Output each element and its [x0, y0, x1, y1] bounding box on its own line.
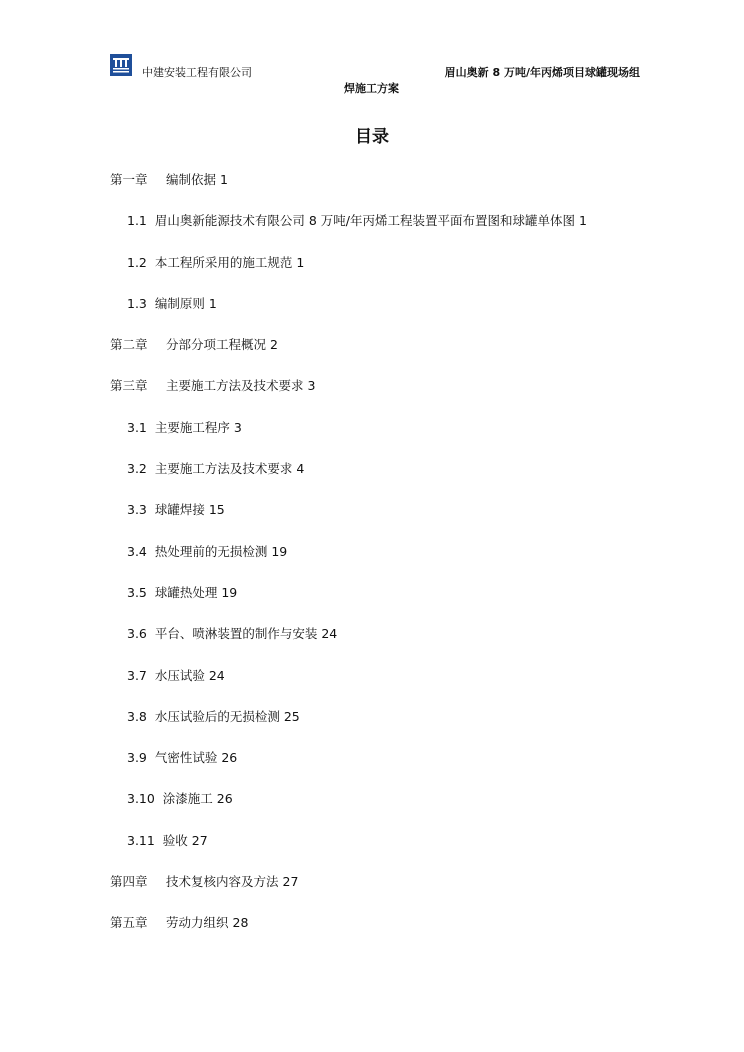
toc-entry-title: 气密性试验 — [154, 750, 218, 766]
company-name: 中建安装工程有限公司 — [142, 66, 252, 79]
toc-title: 目录 — [355, 127, 389, 147]
page-header — [110, 54, 650, 100]
toc-entry[interactable] — [110, 337, 710, 378]
toc-entry-page: 26 — [216, 791, 233, 807]
toc-entry-number: 1.3 — [127, 295, 147, 311]
toc-entry-title: 编制原则 — [154, 295, 205, 311]
project-title-line2: 焊施工方案 — [344, 82, 399, 95]
toc-entry[interactable] — [110, 213, 710, 254]
toc-entry-number: 3.11 — [127, 832, 155, 848]
toc-entry[interactable] — [110, 420, 710, 461]
toc-entry-page: 27 — [191, 832, 208, 848]
toc-entry-number: 3.8 — [127, 708, 147, 724]
toc-entry-number: 第五章 — [110, 915, 148, 931]
toc-entry-number: 3.6 — [127, 626, 147, 642]
toc-entry-page: 3 — [233, 419, 242, 435]
toc-entry-title: 本工程所采用的施工规范 — [154, 254, 293, 270]
toc-entry-title: 热处理前的无损检测 — [154, 543, 268, 559]
toc-entry-title: 平台、喷淋装置的制作与安装 — [154, 626, 318, 642]
toc-entry-title: 眉山奥新能源技术有限公司 8 万吨/年丙烯工程装置平面布置图和球罐单体图 — [154, 213, 575, 229]
toc-list — [110, 172, 710, 957]
toc-entry-page: 3 — [307, 378, 316, 394]
toc-entry-title: 主要施工程序 — [154, 419, 230, 435]
toc-entry[interactable] — [110, 874, 710, 915]
toc-entry-number: 第三章 — [110, 378, 148, 394]
toc-entry[interactable] — [110, 502, 710, 543]
project-title-line1: 眉山奥新 8 万吨/年丙烯项目球罐现场组 — [444, 66, 640, 79]
toc-entry[interactable] — [110, 585, 710, 626]
toc-entry-title: 球罐焊接 — [154, 502, 205, 518]
toc-entry-page: 19 — [221, 584, 238, 600]
toc-entry-title: 分部分项工程概况 — [166, 337, 267, 353]
toc-entry-title: 技术复核内容及方法 — [166, 874, 279, 890]
toc-entry[interactable] — [110, 255, 710, 296]
toc-entry-title: 水压试验 — [154, 667, 205, 683]
toc-entry-page: 26 — [221, 750, 238, 766]
toc-entry-page: 2 — [270, 337, 278, 353]
toc-entry-page: 24 — [208, 667, 225, 683]
toc-entry[interactable] — [110, 172, 710, 213]
toc-entry-page: 25 — [283, 708, 300, 724]
toc-entry[interactable] — [110, 791, 710, 832]
toc-entry-number: 3.9 — [127, 750, 147, 766]
toc-entry-page: 1 — [208, 295, 217, 311]
toc-entry-number: 1.1 — [127, 213, 147, 229]
toc-entry-page: 4 — [296, 461, 305, 477]
toc-entry-title: 编制依据 — [166, 172, 217, 187]
toc-entry-title: 球罐热处理 — [154, 584, 218, 600]
toc-entry-title: 涂漆施工 — [162, 791, 213, 807]
toc-entry-page: 27 — [282, 874, 299, 890]
toc-entry[interactable] — [110, 750, 710, 791]
toc-entry-page: 1 — [220, 172, 228, 187]
toc-entry-number: 3.4 — [127, 543, 147, 559]
toc-entry-number: 第一章 — [110, 172, 148, 187]
toc-entry-page: 24 — [321, 626, 338, 642]
toc-entry[interactable] — [110, 626, 710, 667]
toc-entry-number: 第四章 — [110, 874, 148, 890]
toc-entry-number: 3.3 — [127, 502, 147, 518]
toc-entry[interactable] — [110, 378, 710, 419]
toc-entry-page: 1 — [578, 213, 587, 229]
toc-entry-title: 劳动力组织 — [166, 915, 229, 931]
toc-entry[interactable] — [110, 915, 710, 956]
toc-entry-title: 水压试验后的无损检测 — [154, 708, 280, 724]
toc-entry-title: 验收 — [162, 832, 188, 848]
toc-entry-number: 3.2 — [127, 461, 147, 477]
toc-entry-number: 3.7 — [127, 667, 147, 683]
toc-entry-title: 主要施工方法及技术要求 — [154, 461, 293, 477]
toc-entry-title: 主要施工方法及技术要求 — [166, 378, 304, 394]
company-logo-icon — [110, 54, 132, 76]
toc-entry-number: 3.5 — [127, 584, 147, 600]
toc-entry-number: 3.10 — [127, 791, 155, 807]
toc-entry-page: 15 — [208, 502, 225, 518]
toc-entry[interactable] — [110, 833, 710, 874]
toc-entry-page: 19 — [271, 543, 288, 559]
toc-entry[interactable] — [110, 668, 710, 709]
toc-entry-page: 28 — [232, 915, 249, 931]
toc-entry[interactable] — [110, 461, 710, 502]
toc-entry-number: 3.1 — [127, 419, 147, 435]
toc-entry[interactable] — [110, 296, 710, 337]
toc-entry[interactable] — [110, 544, 710, 585]
toc-entry-number: 第二章 — [110, 337, 148, 353]
toc-entry-number: 1.2 — [127, 254, 147, 270]
toc-entry[interactable] — [110, 709, 710, 750]
toc-entry-page: 1 — [296, 254, 305, 270]
